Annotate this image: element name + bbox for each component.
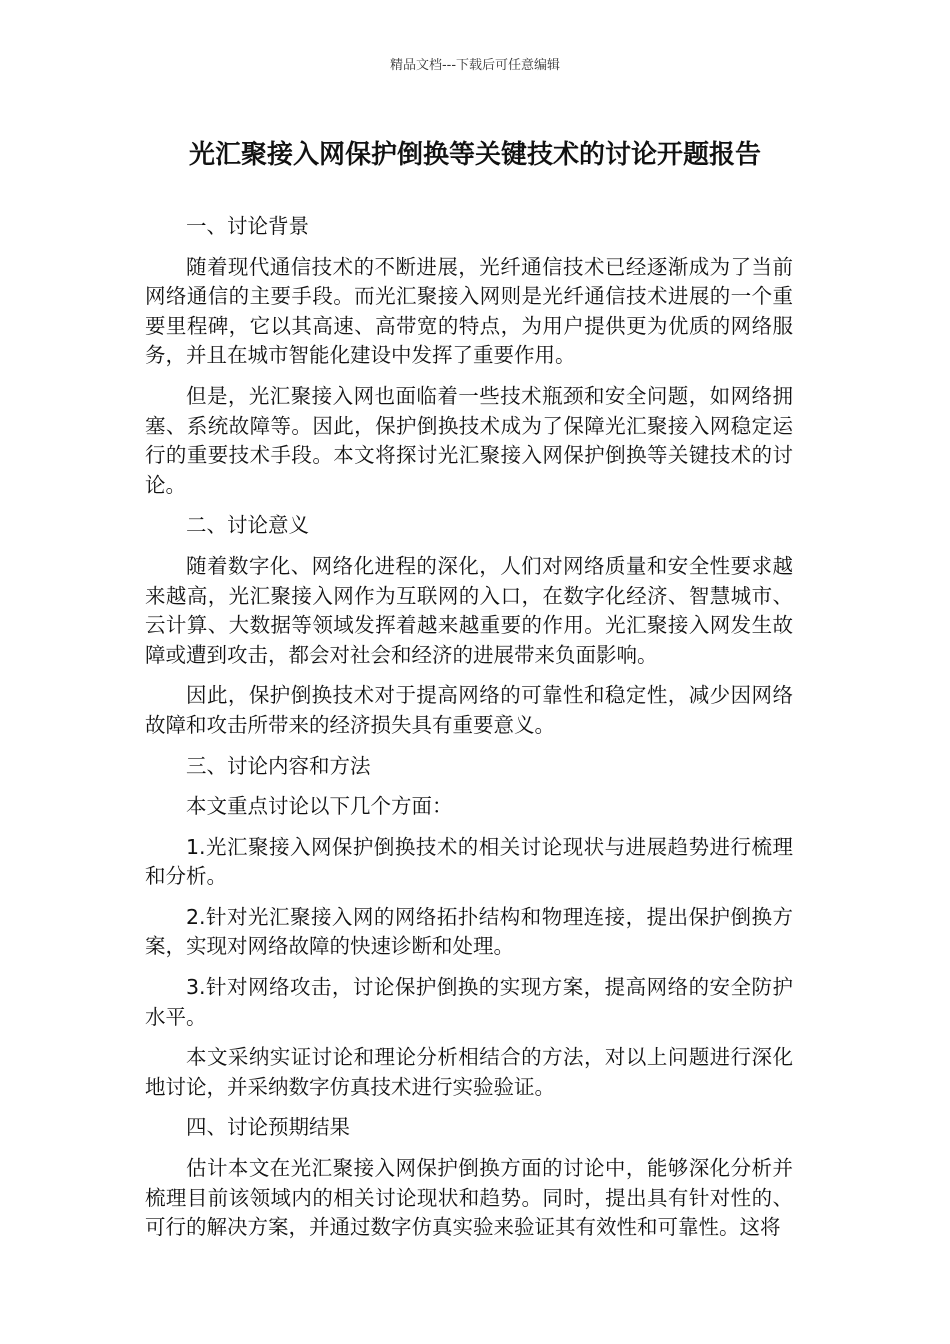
section-heading-content-methods: 三、讨论内容和方法 (186, 753, 371, 778)
list-item-2: 2.针对光汇聚接入网的网络拓扑结构和物理连接，提出保护倒换方案，实现对网络故障的快速诊断和处理。 (145, 904, 793, 959)
paragraph-expected-results: 估计本文在光汇聚接入网保护倒换方面的讨论中，能够深化分析并梳理目前该领域内的相关讨论现状和趋势。同时，提出具有针对性的、可行的解决方案，并通过数字仿真实验来验证其有效性和可靠性。这将 (145, 1156, 793, 1240)
document-title: 光汇聚接入网保护倒换等关键技术的讨论开题报告 (188, 140, 761, 170)
list-item-1: 1.光汇聚接入网保护倒换技术的相关讨论现状与进展趋势进行梳理和分析。 (145, 834, 793, 889)
list-item-3: 3.针对网络攻击，讨论保护倒换的实现方案，提高网络的安全防护水平。 (145, 975, 793, 1029)
section-heading-expected-results: 四、讨论预期结果 (186, 1115, 350, 1140)
paragraph-background-1: 随着现代通信技术的不断进展，光纤通信技术已经逐渐成为了当前网络通信的主要手段。而光汇聚接入网则是光纤通信技术进展的一个重要里程碑，它以其高速、高带宽的特点，为用户提供更为优质的网络服务，并且在城市智能化建设中发挥了重要作用。 (145, 254, 793, 368)
section-heading-background: 一、讨论背景 (186, 214, 309, 238)
paragraph-background-2: 但是，光汇聚接入网也面临着一些技术瓶颈和安全问题，如网络拥塞、系统故障等。因此，保护倒换技术成为了保障光汇聚接入网稳定运行的重要技术手段。本文将探讨光汇聚接入网保护倒换等关键技术的讨论。 (145, 383, 793, 497)
section-heading-significance: 二、讨论意义 (186, 513, 309, 538)
paragraph-methods: 本文采纳实证讨论和理论分析相结合的方法，对以上问题进行深化地讨论，并采纳数字仿真技术进行实验验证。 (145, 1045, 793, 1099)
paragraph-content-intro: 本文重点讨论以下几个方面： (186, 794, 453, 819)
header-note: 精品文档---下载后可任意编辑 (389, 58, 561, 73)
paragraph-significance-1: 随着数字化、网络化进程的深化，人们对网络质量和安全性要求越来越高，光汇聚接入网作为互联网的入口，在数字化经济、智慧城市、云计算、大数据等领域发挥着越来越重要的作用。光汇聚接入网发生故障或遭到攻击，都会对社会和经济的进展带来负面影响。 (145, 553, 793, 667)
paragraph-significance-2: 因此，保护倒换技术对于提高网络的可靠性和稳定性，减少因网络故障和攻击所带来的经济损失具有重要意义。 (145, 683, 793, 737)
document-body (145, 212, 793, 1254)
